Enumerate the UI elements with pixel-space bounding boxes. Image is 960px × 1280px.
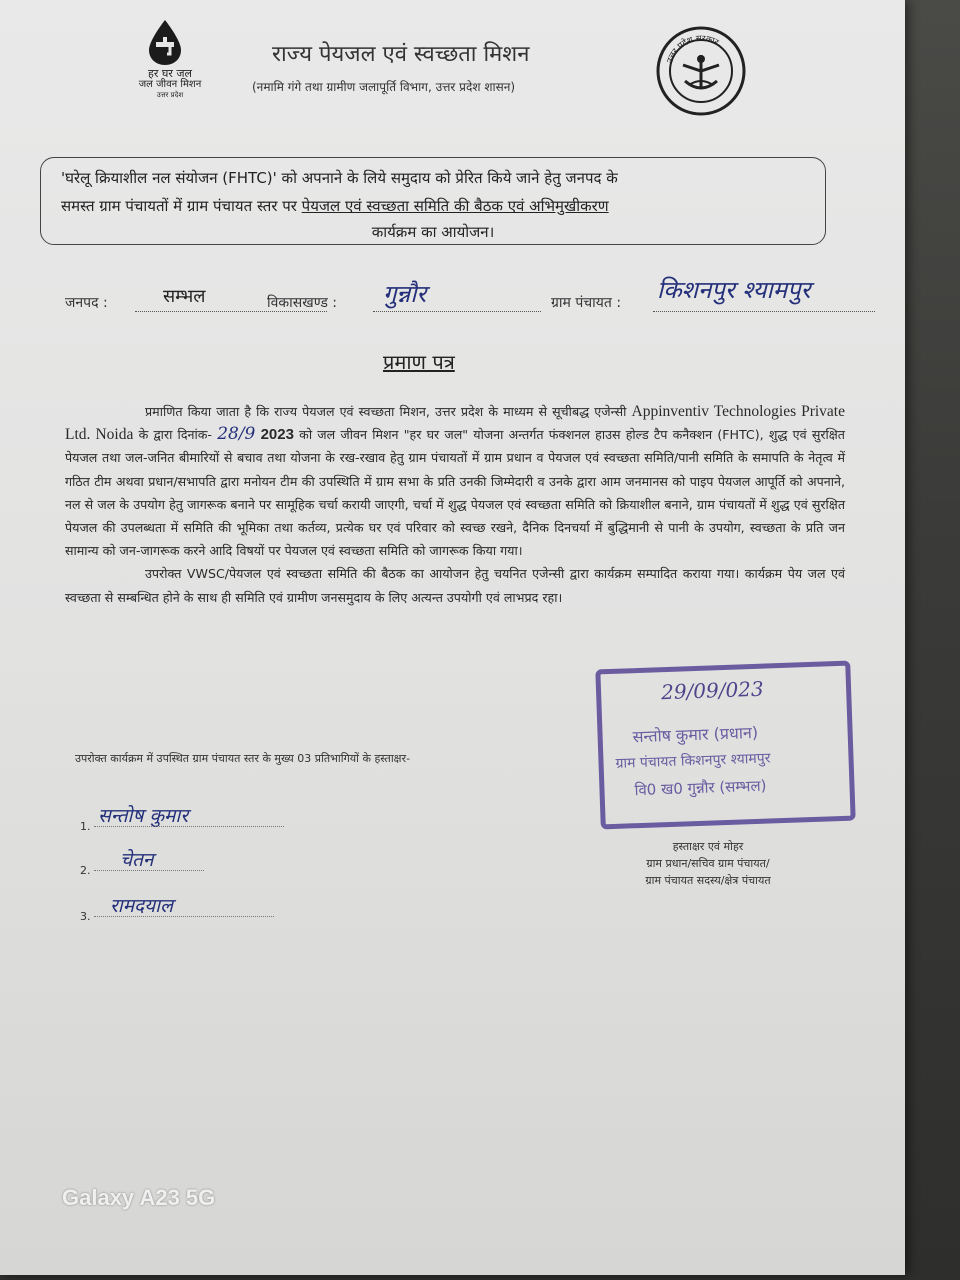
district-label: जनपद : <box>65 295 108 311</box>
panchayat-dotted-line <box>653 311 875 312</box>
district-value: सम्भल <box>163 286 206 307</box>
stamp-line-3: वि0 ख0 गुन्नौर (सम्भल) <box>634 776 767 800</box>
participant-signature-1 <box>80 805 189 833</box>
sign-label-line: हस्ताक्षर एवं मोहर <box>672 840 744 853</box>
paragraph-1 <box>65 400 845 562</box>
pradhan-stamp <box>595 661 855 830</box>
panchayat-value: किशनपुर श्यामपुर <box>657 276 811 304</box>
program-line-3: कार्यक्रम का आयोजन। <box>371 223 495 241</box>
har-ghar-jal-logo <box>130 18 210 103</box>
location-fields <box>65 276 885 325</box>
emblem-label: उत्तर प्रदेश सरकार <box>665 33 721 65</box>
stamp-line-2: ग्राम पंचायत किशनपुर श्यामपुर <box>615 750 771 772</box>
water-drop-icon <box>146 18 184 66</box>
participant-signature-3 <box>80 895 173 923</box>
up-government-emblem <box>655 25 747 117</box>
para1-rest: को जल जीवन मिशन "हर घर जल" योजना अन्तर्गत फंक्शनल हाउस होल्ड टैप कनैक्शन (FHTC), शुद्ध एवं सुरक्षित पेयजल तथा जल-जनित बीमारियों से बचाव तथा योजना के रख-रखाव हेतु ग्राम पंचायतों में ग्राम प्रधान व पेयजल एवं स्वच्छता समिति/पानी समिति के समापति के नेतृत्व में गठित टीम अथवा प्रधान/सभापति द्वारा मनोयन टीम की उपस्थिति में ग्राम सभा के प्रति उनकी जिम्मेदारी व उनके द्वारा आम जनमानस को पाइप पेयजल आपूर्ति को अपनाने, नल से जल के उपयोग हेतु जागरूक बनाने पर सामूहिक चर्चा करायी जाएगी, चर्चा में शुद्ध पेयजल एवं स्वच्छता समिति को क्रियाशील बनाने, ग्राम पंचायतों में शुद्ध एवं सुरक्षित पेयजल की उपलब्धता में समिति की भूमिका तथा कर्तव्य, प्रत्येक घर एवं परिवार को स्वच्छ रखने, दैनिक दिनचर्या में बुद्धिमानी से पानी के उपयोग, स्वच्छता के प्रति जन सामान्य को जन-जागरूक करने आदि विषयों पर पेयजल एवं स्वच्छता समिति को जागरूक किया गया। <box>65 427 845 559</box>
block-dotted-line <box>373 311 541 312</box>
signature-dotted-line <box>94 826 284 827</box>
paragraph-2: उपरोक्त VWSC/पेयजल एवं स्वच्छता समिति की बैठक का आयोजन हेतु चयनित एजेन्सी द्वारा कार्यक्रम सम्पादित कराया गया। कार्यक्रम पेय जल एवं स्वच्छता से सम्बन्धित होने के साथ ही समिति एवं ग्रामीण जनसमुदाय के लिए अत्यन्त उपयोगी एवं लाभप्रद रहा। <box>65 566 845 605</box>
block-label: विकासखण्ड : <box>267 295 338 311</box>
certificate-title: प्रमाण पत्र <box>383 350 455 374</box>
emblem-seal-icon <box>655 25 747 117</box>
signature-dotted-line <box>94 870 204 871</box>
block-value: गुन्नौर <box>383 280 427 308</box>
stamp-date-handwritten: 29/09/023 <box>660 676 765 705</box>
signature-dotted-line <box>94 916 274 917</box>
signature-authority-label <box>608 838 808 889</box>
program-line-2a: समस्त ग्राम पंचायतों में ग्राम पंचायत स्तर पर <box>61 197 302 215</box>
program-line-1: 'घरेलू क्रियाशील नल संयोजन (FHTC)' को अपनाने के लिये समुदाय को प्रेरित किये जाने हेतु जनपद के <box>61 169 618 187</box>
mission-subtitle: (नमामि गंगे तथा ग्रामीण जलापूर्ति विभाग, उत्तर प्रदेश शासन) <box>252 80 516 94</box>
participant-signature-name: चेतन <box>120 849 154 871</box>
participant-signature-2 <box>80 849 154 877</box>
participant-number: 1. <box>80 820 91 833</box>
certificate-body <box>65 400 845 609</box>
logo-text-line: उत्तर प्रदेश <box>156 91 184 99</box>
sign-label-line: ग्राम प्रधान/सचिव ग्राम पंचायत/ <box>646 857 770 870</box>
program-title-box <box>40 157 826 245</box>
participant-signature-name: सन्तोष कुमार <box>98 805 189 827</box>
stamp-line-1: सन्तोष कुमार (प्रधान) <box>632 722 759 747</box>
participant-signature-name: रामदयाल <box>110 895 173 917</box>
para1-date-prefix: के द्वारा दिनांक- <box>133 427 218 443</box>
program-line-2b: पेयजल एवं स्वच्छता समिति की बैठक एवं अभिमुखीकरण <box>301 197 609 215</box>
logo-text-line: हर घर जल <box>148 67 192 80</box>
sign-label-line: ग्राम पंचायत सदस्य/क्षेत्र पंचायत <box>645 874 771 887</box>
camera-watermark: Galaxy A23 5G <box>62 1185 216 1210</box>
agency-name: Appinventiv Technologies Private Ltd. Noida <box>65 403 845 444</box>
participant-number: 3. <box>80 910 91 923</box>
para1-start: प्रमाणित किया जाता है कि राज्य पेयजल एवं स्वच्छता मिशन, उत्तर प्रदेश के माध्यम से सूचीबद्ध एजेन्सी <box>145 404 632 419</box>
panchayat-label: ग्राम पंचायत : <box>551 295 622 311</box>
program-date-handwritten: 28/9 <box>217 424 256 445</box>
mission-title: राज्य पेयजल एवं स्वच्छता मिशन <box>272 42 530 67</box>
logo-text-line: जल जीवन मिशन <box>138 79 202 90</box>
program-year: 2023 <box>260 426 294 444</box>
participants-heading: उपरोक्त कार्यक्रम में उपस्थित ग्राम पंचायत स्तर के मुख्य 03 प्रतिभागियों के हस्ताक्षर- <box>75 752 411 765</box>
participant-number: 2. <box>80 864 91 877</box>
